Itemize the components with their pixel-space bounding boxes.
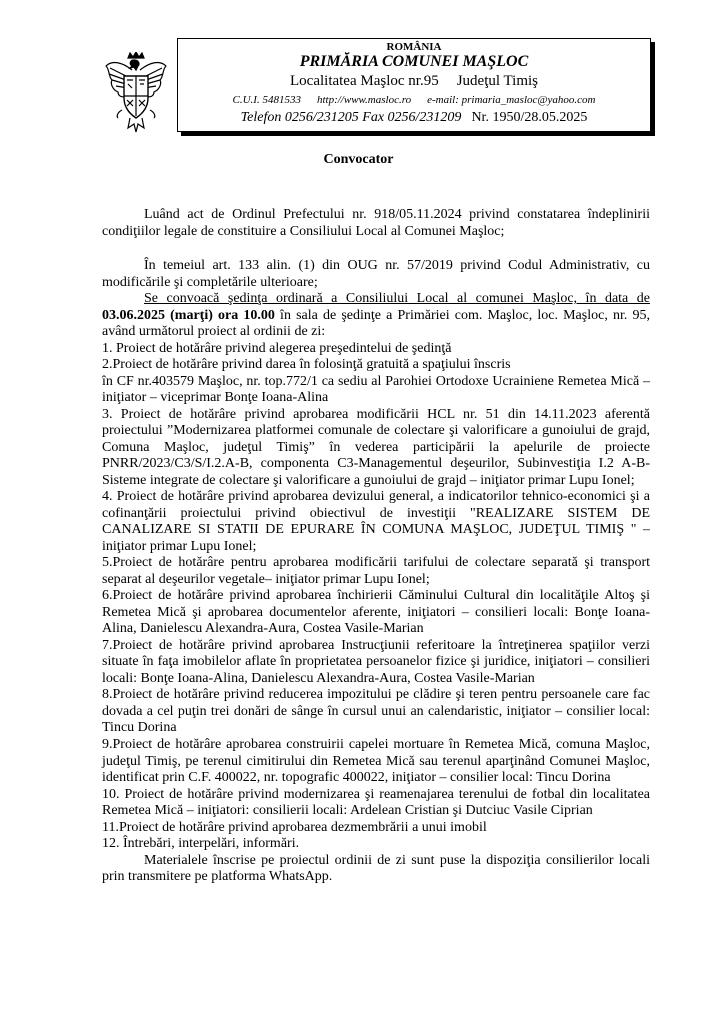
letterhead-box xyxy=(177,38,651,132)
document-title: Convocator xyxy=(323,152,394,167)
phone-line xyxy=(178,111,650,125)
address-line xyxy=(178,74,650,89)
intro-paragraph-1: Luând act de Ordinul Prefectului nr. 918/05.11.2024 privind constatarea îndeplinirii condiţiilor legale de constituire a Consiliului Local al Comunei Maşloc; xyxy=(102,207,650,239)
agenda-item: 3. Proiect de hotărâre privind aprobarea modificării HCL nr. 51 din 14.11.2023 aferentă proiectului ”Modernizarea platformei comunale de colectare şi valorificare a gunoiului de grajd, Comuna Maşloc, judeţul Timiş” în vederea participării la apelurile de proiecte PNRR/2023/C3/S/I.2.A-B, componenta C3-Managementul deşeurilor, Subinvestiţia I.2 A-B-Sisteme integrate de colectare şi valorificare a gunoiului de grajd – iniţiator primar Lupu Ionel; xyxy=(102,406,650,488)
country-name: ROMÂNIA xyxy=(386,41,442,53)
phone-fax: Telefon 0256/231205 Fax 0256/231209 xyxy=(240,110,462,125)
agenda-item: 1. Proiect de hotărâre privind alegerea preşedintelui de şedinţă xyxy=(102,340,452,356)
intro-paragraph-2: În temeiul art. 133 alin. (1) din OUG nr. 57/2019 privind Codul Administrativ, cu modificările şi completările ulterioare; xyxy=(102,258,650,290)
registration-number: Nr. 1950/28.05.2025 xyxy=(471,110,588,125)
meeting-date-time: 03.06.2025 (marţi) ora 10.00 xyxy=(102,307,275,323)
closing-paragraph: Materialele înscrise pe proiectul ordinii de zi sunt puse la dispoziţia consilierilor locali prin transmitere pe platforma WhatsApp. xyxy=(102,852,650,885)
website-link[interactable]: http://www.masloc.ro xyxy=(316,94,412,106)
agenda-item: 7.Proiect de hotărâre privind aprobarea Instrucţiunii referitoare la întreţinerea spaţiilor verzi situate în faţa imobilelor aflate în proprietatea persoanelor fizice şi juridice, iniţiatori – consilieri locali: Bonţe Ioana-Alina, Danielescu Alexandra-Aura, Costea Vasile-Marian xyxy=(102,637,650,686)
romania-coat-of-arms-icon xyxy=(104,52,168,136)
agenda-item: 9.Proiect de hotărâre aprobarea construirii capelei mortuare în Remetea Mică, comuna Maşloc, judeţul Timiş, pe terenul cimitirului din Remetea Mică sau terenul aparţinând Comunei Maşloc, identificat prin C.F. 400022, nr. topografic 400022, iniţiator – consilier local: Tincu Dorina xyxy=(102,736,650,786)
agenda-item: 8.Proiect de hotărâre privind reducerea impozitului pe clădire şi teren pentru persoanele care fac dovada a cel puţin trei donări de sânge în cursul unui an calendaristic, iniţiator – consilier local: Tincu Dorina xyxy=(102,687,650,736)
agenda-item: 2.Proiect de hotărâre privind darea în folosinţă gratuită a spaţiului înscris xyxy=(102,357,511,373)
cui-code: C.U.I. 5481533 xyxy=(232,94,301,106)
convocation-underlined-text: Se convoacă şedinţa ordinară a Consiliului Local al comunei Maşloc, în data de xyxy=(144,291,650,307)
agenda-item: în CF nr.403579 Maşloc, nr. top.772/1 ca sediu al Parohiei Ortodoxe Ucrainiene Remetea Mică – iniţiator – viceprimar Bonţe Ioana-Alina xyxy=(102,373,650,406)
contact-line xyxy=(178,95,650,106)
institution-name: PRIMĂRIA COMUNEI MAŞLOC xyxy=(299,53,529,70)
agenda-item: 6.Proiect de hotărâre privind aprobarea închirierii Căminului Cultural din localităţile Altoş şi Remetea Mică şi aprobarea documentelor aferente, iniţiatori – consilieri locali: Bonţe Ioana-Alina, Danielescu Alexandra-Aura, Costea Vasile-Marian xyxy=(102,588,650,637)
email-address[interactable]: e-mail: primaria_masloc@yahoo.com xyxy=(427,94,596,106)
agenda-item: 4. Proiect de hotărâre privind aprobarea devizului general, a indicatorilor tehnico-economici şi a cofinanţării proiectului privind obiectivul de investiţii "REALIZARE SISTEM DE CANALIZARE SI STATII DE EPURARE ÎN COMUNA MAŞLOC, JUDEŢUL TIMIŞ " – iniţiator primar Lupu Ionel; xyxy=(102,489,650,554)
convocation-rest: în sala de şedinţe a Primăriei com. Maşloc, loc. Maşloc, nr. 95, având următorul proiect al ordinii de zi: xyxy=(102,307,651,340)
agenda-item: 11.Proiect de hotărâre privind aprobarea dezmembrării a unui imobil xyxy=(102,819,487,835)
agenda-item: 12. Întrebări, interpelări, informări. xyxy=(102,836,300,852)
address-locality: Localitatea Maşloc nr.95 xyxy=(290,73,439,89)
address-county: Judeţul Timiş xyxy=(456,73,538,89)
convocation-paragraph xyxy=(102,291,650,341)
agenda-item: 5.Proiect de hotărâre pentru aprobarea modificării tarifului de colectare separată şi transport separat al deşeurilor vegetale– iniţiator primar Lupu Ionel; xyxy=(102,555,650,587)
document-body xyxy=(102,207,650,886)
agenda-item: 10. Proiect de hotărâre privind modernizarea şi reamenajarea terenului de fotbal din localitatea Remetea Mică – iniţiatori: consilierii locali: Ardelean Cristian şi Dutciuc Vasile Ciprian xyxy=(102,786,650,819)
